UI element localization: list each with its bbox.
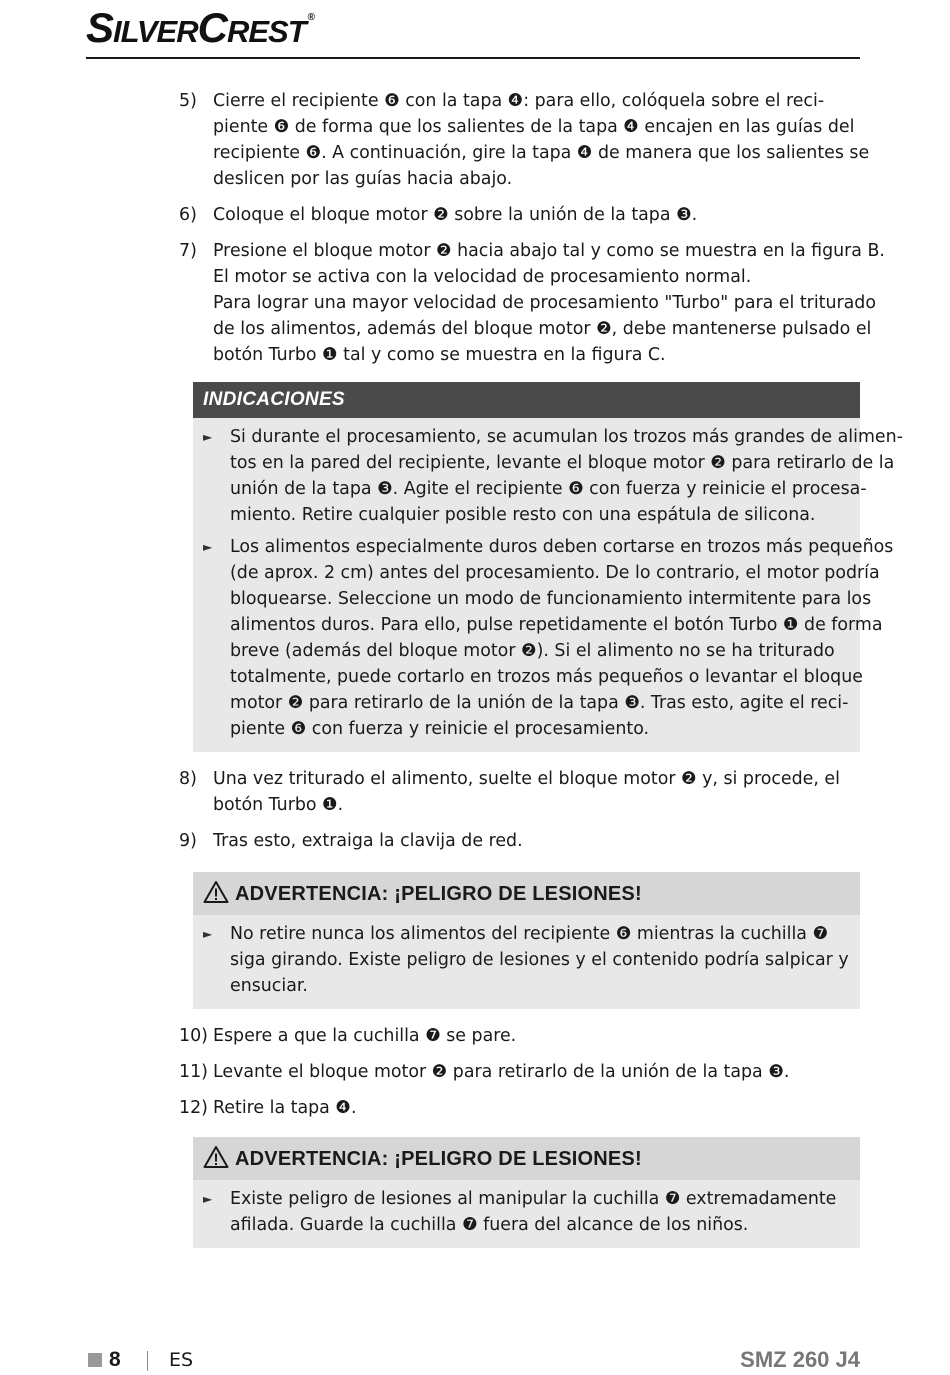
bullet-text: Si durante el procesamiento, se acumulan los trozos más grandes de alimen- tos en la pared del recipiente, levante el bloque motor ❷ para retirarlo de la unión de la tapa ❸. Agite el recipiente ❻ con fuerza y reinicie el procesa- miento. Retire cualquier posible resto con una espátula de silicona. [230,427,903,525]
footer-divider [147,1351,148,1371]
step-text: Una vez triturado el alimento, suelte el bloque motor ❷ y, si procede, el botón Turbo ❶. [213,769,840,815]
bullet-text: No retire nunca los alimentos del recipiente ❻ mientras la cuchilla ❼ siga girando. Existe peligro de lesiones y el contenido podría salpicar y ensuciar. [230,924,849,996]
notes-title: INDICACIONES [193,382,860,418]
triangle-right-icon: ► [203,540,213,554]
step-8 [179,766,860,818]
step-9 [179,828,860,854]
note-bullet [203,424,903,528]
step-number: 10) [179,1026,208,1046]
step-number: 12) [179,1098,208,1118]
warning-bullet [203,921,850,999]
step-text: Espere a que la cuchilla ❼ se pare. [213,1026,517,1046]
warning-triangle-icon [203,1145,229,1169]
step-text: Tras esto, extraiga la clavija de red. [213,831,523,851]
step-number: 6) [179,205,197,225]
step-text: Coloque el bloque motor ❷ sobre la unión de la tapa ❸. [213,205,698,225]
step-text: Retire la tapa ❹. [213,1098,357,1118]
step-10 [179,1023,860,1049]
step-text: Presione el bloque motor ❷ hacia abajo tal y como se muestra en la figura B. El motor se activa con la velocidad de procesamiento normal. Para lograr una mayor velocidad de procesamiento "Turbo" para el triturado de los alimentos, además del bloque motor ❷, debe mantenerse pulsado el botón Turbo ❶ tal y como se muestra en la figura C. [213,241,885,365]
triangle-right-icon: ► [203,430,213,444]
warning-title: ADVERTENCIA: ¡PELIGRO DE LESIONES! [193,872,860,915]
language-code: ES [169,1349,194,1371]
step-5 [179,88,870,192]
warning-box-2 [193,1137,860,1248]
manual-content [179,88,903,1262]
step-number: 5) [179,91,197,111]
step-number: 8) [179,769,197,789]
step-7 [179,238,885,368]
brand-logo: SILVERCREST ® [86,4,315,51]
warning-triangle-icon [203,880,229,904]
triangle-right-icon: ► [203,1192,213,1206]
footer-square-marker [88,1353,102,1367]
step-12 [179,1095,860,1121]
warning-body [193,915,860,1009]
header-rule [86,57,860,59]
step-text: Cierre el recipiente ❻ con la tapa ❹: para ello, colóquela sobre el reci- piente ❻ de forma que los salientes de la tapa ❹ encajen en las guías del recipiente ❻. A continuación, gire la tapa ❹ de manera que los salientes se deslicen por las guías hacia abajo. [213,91,870,189]
warning-body [193,1180,860,1248]
step-11 [179,1059,860,1085]
note-bullet [203,534,894,742]
page-number: 8 [109,1348,121,1371]
step-6 [179,202,860,228]
step-text: Levante el bloque motor ❷ para retirarlo de la unión de la tapa ❸. [213,1062,790,1082]
model-number: SMZ 260 J4 [740,1347,860,1372]
notes-box [193,382,903,752]
warning-title: ADVERTENCIA: ¡PELIGRO DE LESIONES! [193,1137,860,1180]
notes-body [193,418,903,752]
bullet-text: Existe peligro de lesiones al manipular la cuchilla ❼ extremadamente afilada. Guarde la cuchilla ❼ fuera del alcance de los niños. [230,1189,837,1235]
step-number: 9) [179,831,197,851]
step-number: 7) [179,241,197,261]
warning-bullet [203,1186,850,1238]
bullet-text: Los alimentos especialmente duros deben cortarse en trozos más pequeños (de aprox. 2 cm) antes del procesamiento. De lo contrario, el motor podría bloquearse. Seleccione un modo de funcionamiento intermitente para los alimentos duros. Para ello, pulse repetidamente el botón Turbo ❶ de forma breve (además del bloque motor ❷). Si el alimento no se ha triturado totalmente, puede cortarlo en trozos más pequeños o levantar el bloque motor ❷ para retirarlo de la unión de la tapa ❸. Tras esto, agite el reci- piente ❻ con fuerza y reinicie el procesamiento. [230,537,894,739]
triangle-right-icon: ► [203,927,213,941]
warning-box-1 [193,872,860,1009]
step-number: 11) [179,1062,208,1082]
